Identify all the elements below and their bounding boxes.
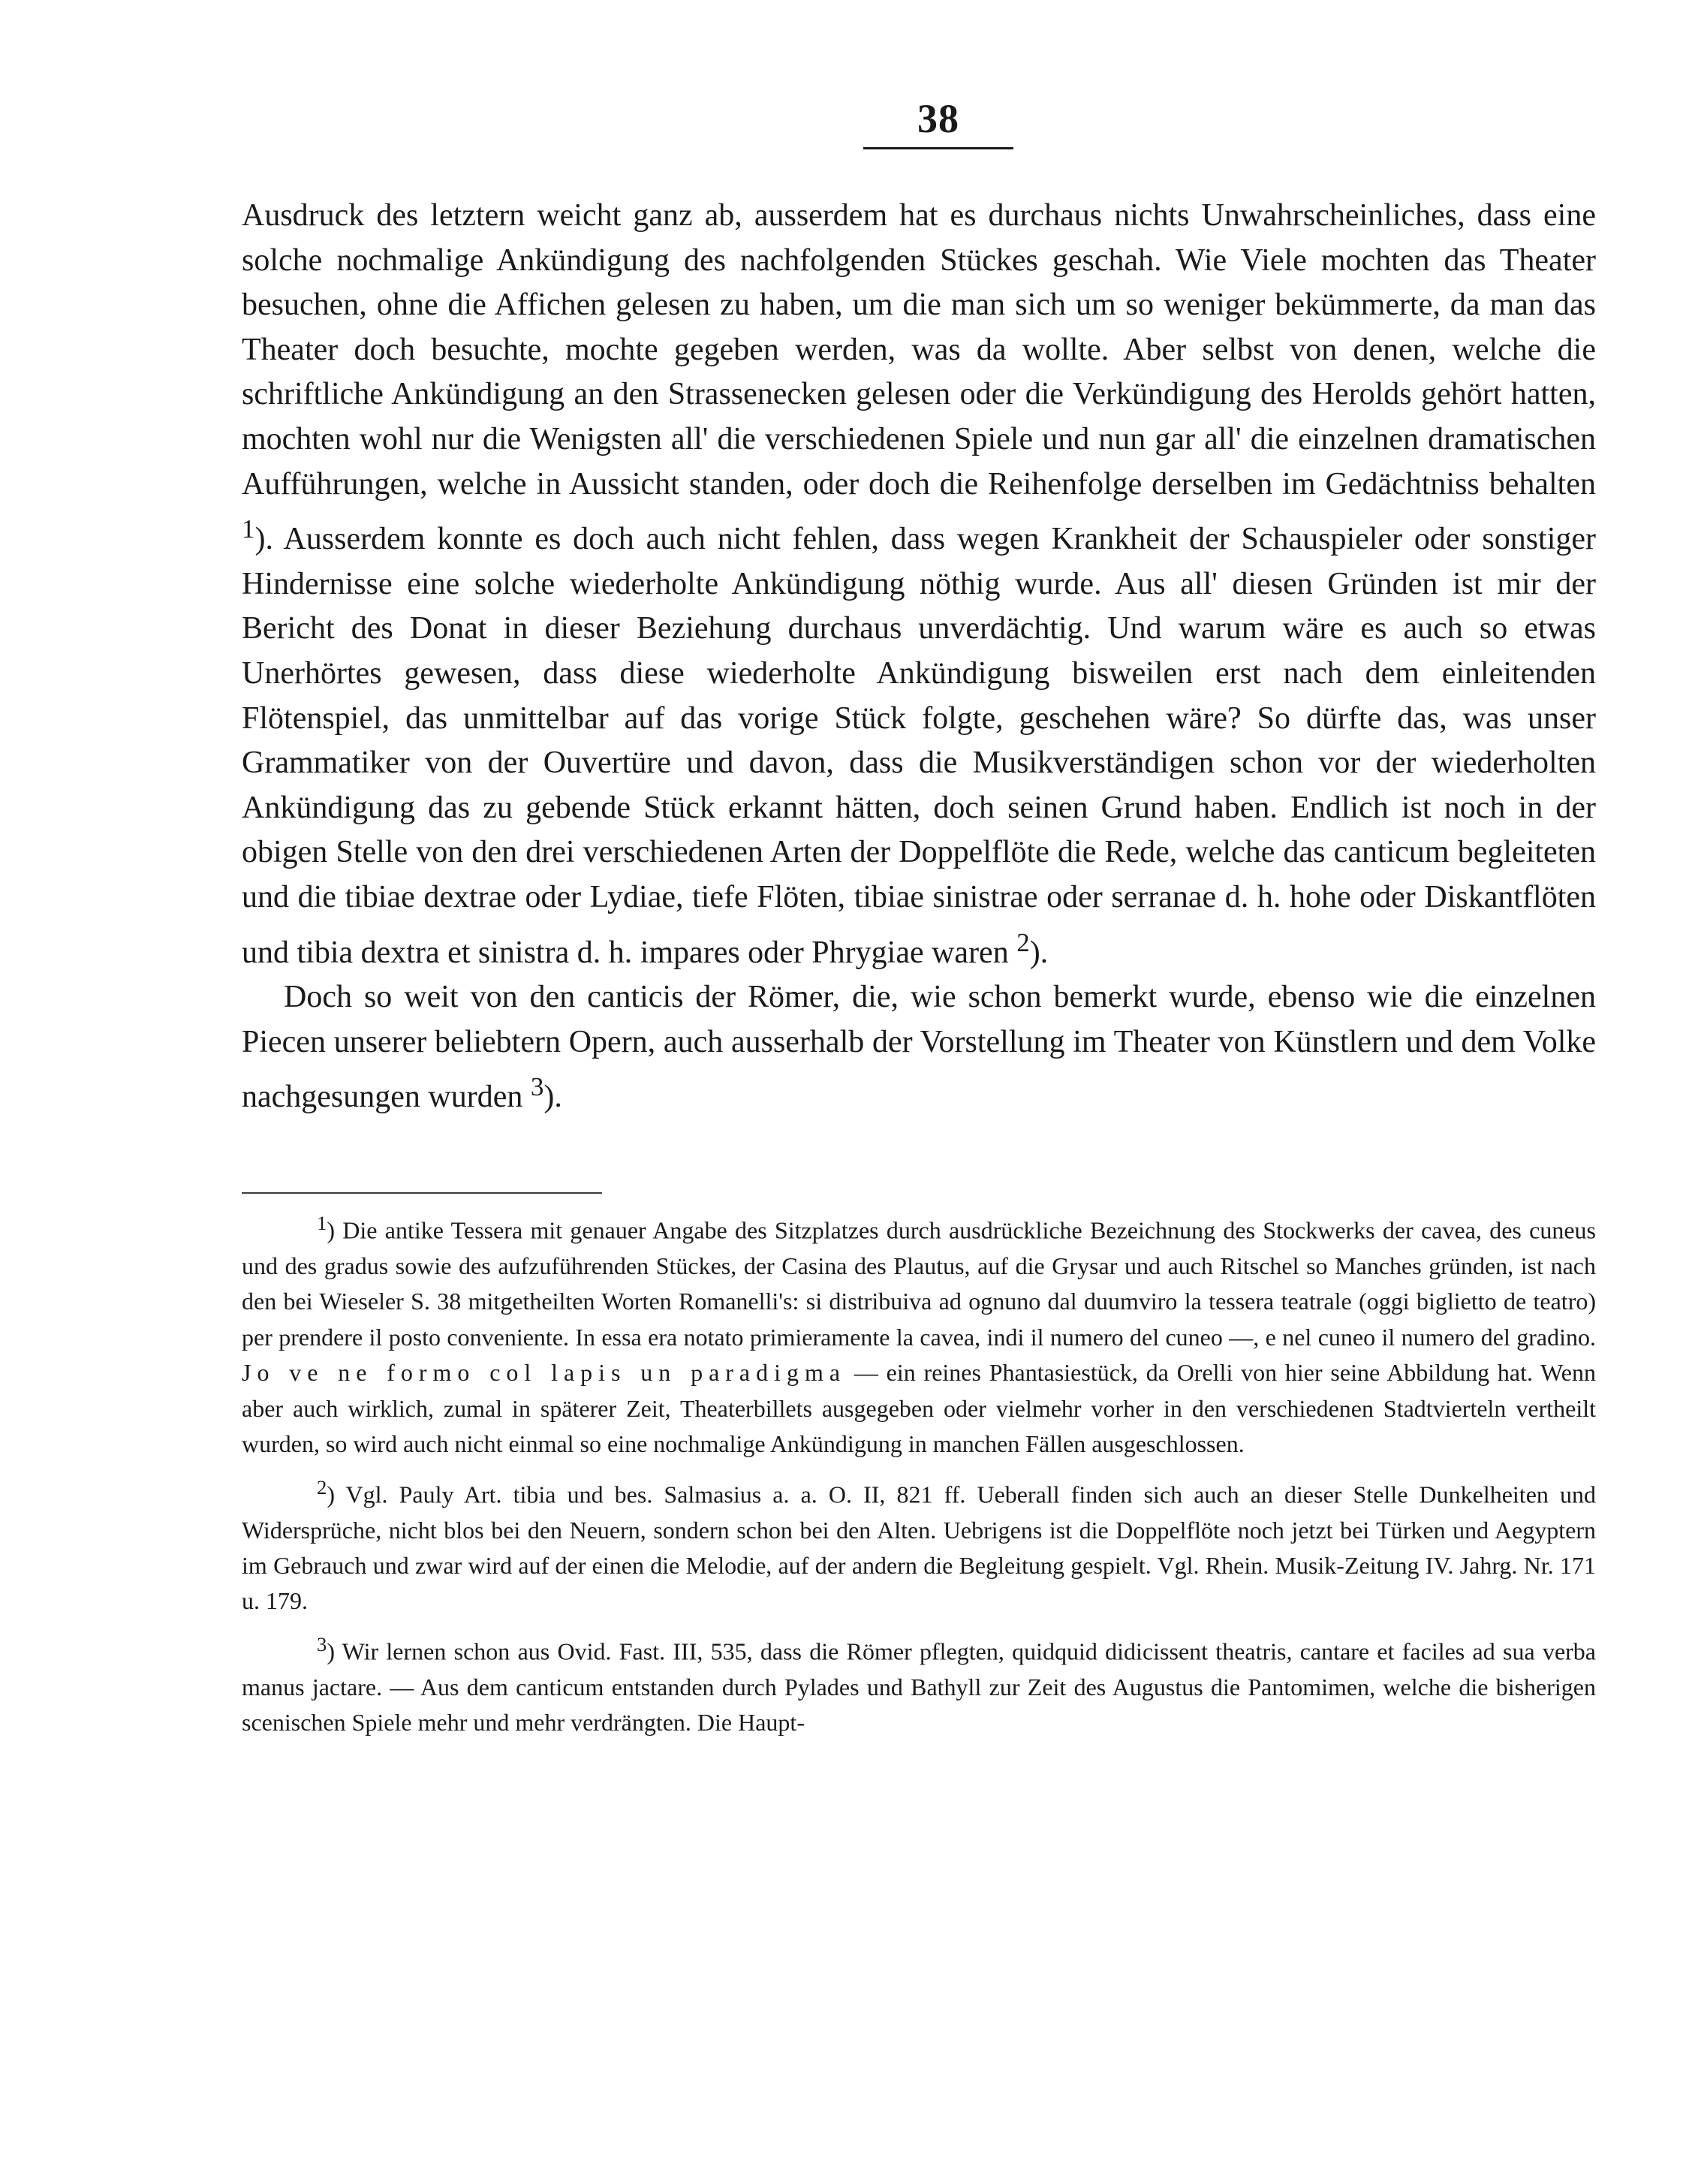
paragraph-1-text: Ausdruck des letztern weicht ganz ab, ausserdem hat es durchaus nichts Unwahrscheinliches, dass eine solche nochmalige Ankündigung des nachfolgenden Stückes geschah. Wie Viele mochten das Theater besuchen, ohne die Affichen gelesen zu haben, um die man sich um so weniger bekümmerte, da man das Theater doch besuchte, mochte gegeben werden, was da wollte. Aber selbst von denen, welche die schriftliche Ankündigung an den Strassenecken gelesen oder die Verkündigung des Herolds gehört hatten, mochten wohl nur die Wenigsten all' die verschiedenen Spiele und nun gar all' die einzelnen dramatischen Aufführungen, welche in Aussicht standen, oder doch die Reihenfolge derselben im Gedächtniss behalten — [242, 198, 1596, 502]
main-text — [242, 194, 1596, 1120]
footnote-1-text-b: — ein reines Phantasiestück, da Orelli von hier seine Abbildung hat. Wenn aber auch wirklich, zumal in späterer Zeit, Theaterbillets ausgegeben oder vielmehr vorher in den verschiedenen Stadtvierteln vertheilt wurden, so wird auch nicht einmal so eine nochmalige Ankündigung in manchen Fällen ausgeschlossen. — [242, 1359, 1596, 1458]
footnote-1-text-a: ) Die antike Tessera mit genauer Angabe des Sitzplatzes durch ausdrückliche Bezeichnung des Stockwerks der cavea, des cuneus und des gradus sowie des aufzuführenden Stückes, der Casina des Plautus, auf die Grysar und auch Ritschel so Manches gründen, ist nach den bei Wieseler S. 38 mitgetheilten Worten Romanelli's: si distribuiva ad ognuno dal duumviro la tessera teatrale (oggi biglietto de teatro) per prendere il posto conveniente. In essa era notato primieramente la cavea, indi il numero del cuneo —, e nel cuneo il numero del gradino. — [242, 1216, 1596, 1351]
footnote-2 — [242, 1470, 1596, 1619]
footnote-3 — [242, 1627, 1596, 1741]
paragraph-1-continued: ). Ausserdem konnte es doch auch nicht fehlen, dass wegen Krankheit der Schauspieler oder sonstiger Hindernisse eine solche wiederholte Ankündigung nöthig wurde. Aus all' diesen Gründen ist mir der Bericht des Donat in dieser Beziehung durchaus unverdächtig. Und warum wäre es auch so etwas Unerhörtes gewesen, dass diese wiederholte Ankündigung bisweilen erst nach dem einleitenden Flötenspiel, das unmittelbar auf das vorige Stück folgte, geschehen wäre? So dürfte das, was unser Grammatiker von der Ouvertüre und davon, dass die Musikverständigen schon vor der wiederholten Ankündigung das zu gebende Stück erkannt hätten, doch seinen Grund haben. Endlich ist noch in der obigen Stelle von den drei verschiedenen Arten der Doppelflöte die Rede, welche das canticum begleiteten und die tibiae dextrae oder Lydiae, tiefe Flöten, tibiae sinistrae oder serranae d. h. hohe oder Diskantflöten und tibia dextra et sinistra d. h. impares oder Phrygiae waren — [242, 522, 1596, 970]
footnote-1-spaced-text: Jo ve ne formo col lapis un paradigma — [242, 1359, 847, 1387]
footnote-2-mark: 2 — [317, 1475, 327, 1499]
footnote-ref-1: 1 — [242, 514, 255, 544]
footnote-3-text: ) Wir lernen schon aus Ovid. Fast. III, 535, dass die Römer pflegten, quidquid didicissent theatris, cantare et faciles ad sua verba manus jactare. — Aus dem canticum entstanden durch Pylades und Bathyll zur Zeit des Augustus die Pantomimen, welche die bisherigen scenischen Spiele mehr und mehr verdrängten. Die Haupt- — [242, 1637, 1596, 1737]
paragraph-2 — [242, 975, 1596, 1120]
footnote-ref-3: 3 — [530, 1072, 544, 1102]
footnote-ref-2: 2 — [1016, 927, 1030, 957]
footnote-3-mark: 3 — [317, 1632, 327, 1655]
paragraph-1 — [242, 194, 1596, 975]
footnote-2-text: ) Vgl. Pauly Art. tibia und bes. Salmasius a. a. O. II, 821 ff. Ueberall finden sich auch an dieser Stelle Dunkelheiten und Widersprüche, nicht blos bei den Neuern, sondern schon bei den Alten. Uebrigens ist die Doppelflöte noch jetzt bei Türken und Aegyptern im Gebrauch und zwar wird auf der einen die Melodie, auf der andern die Begleitung gespielt. Vgl. Rhein. Musik-Zeitung IV. Jahrg. Nr. 171 u. 179. — [242, 1481, 1596, 1615]
footnotes — [242, 1206, 1596, 1741]
paragraph-2-end: ). — [543, 1080, 562, 1115]
footnote-1-mark: 1 — [317, 1212, 327, 1234]
footnote-divider — [242, 1192, 602, 1194]
footnote-1 — [242, 1206, 1596, 1463]
paragraph-1-end: ). — [1029, 935, 1049, 970]
page-number: 38 — [917, 96, 959, 141]
paragraph-2-text: Doch so weit von den canticis der Römer, die, wie schon bemerkt wurde, ebenso wie die einzelnen Piecen unserer beliebtern Opern, auch ausserhalb der Vorstellung im Theater von Künstlern und dem Volke nachgesungen wurden — [242, 980, 1596, 1115]
page-number-rule — [863, 147, 1013, 149]
